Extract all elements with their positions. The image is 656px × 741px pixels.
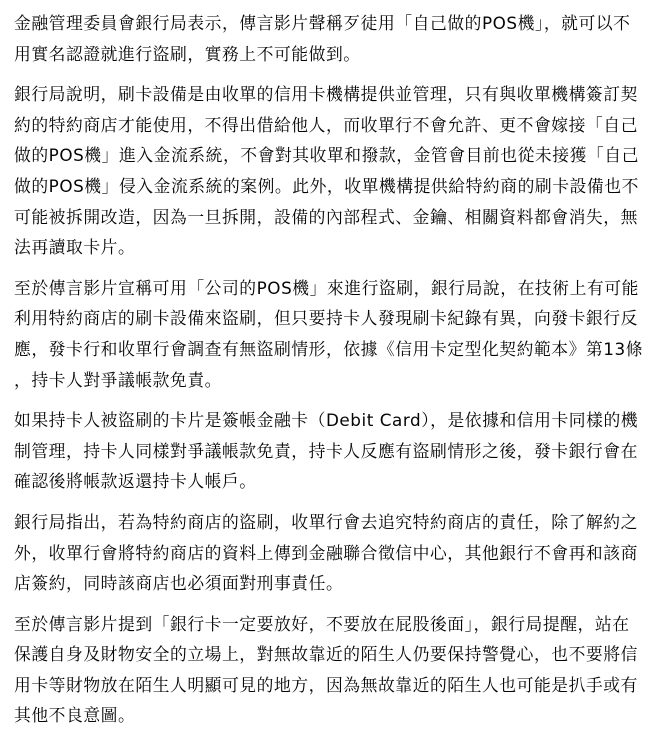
paragraph-5: 銀行局指出，若為特約商店的盜刷，收單行會去追究特約商店的責任，除了解約之外，收單行會將特約商店的資料上傳到金融聯合徵信中心，其他銀行不會再和該商店簽約，同時該商店也必須面對刑事責任。 bbox=[14, 511, 638, 594]
paragraph-1: 金融管理委員會銀行局表示，傳言影片聲稱歹徒用「自己做的POS機」，就可以不用實名認證就進行盜刷，實務上不可能做到。 bbox=[14, 13, 631, 64]
paragraph-6: 至於傳言影片提到「銀行卡一定要放好，不要放在屁股後面」，銀行局提醒，站在保護自身及財物安全的立場上，對無故靠近的陌生人仍要保持警覺心，也不要將信用卡等財物放在陌生人明顯可見的地方，因為無故靠近的陌生人也可能是扒手或有其他不良意圖。 bbox=[14, 613, 638, 726]
paragraph-4: 如果持卡人被盜刷的卡片是簽帳金融卡（Debit Card），是依據和信用卡同樣的機制管理，持卡人同樣對爭議帳款免責，持卡人反應有盜刷情形之後，發卡銀行會在確認後將帳款返還持卡人帳戶。 bbox=[14, 410, 639, 492]
paragraph-2: 銀行局說明，刷卡設備是由收單的信用卡機構提供並管理，只有與收單機構簽訂契約的特約商店才能使用，不得出借給他人，而收單行不會允許、更不會嫁接「自己做的POS機」進入金流系統，不會對其收單和撥款，金管會目前也從未接獲「自己做的POS機」侵入金流系統的案例。此外，收單機構提供給特約商的刷卡設備也不可能被拆開改造，因為一旦拆開，設備的內部程式、金鑰、相關資料都會消失，無法再讀取卡片。 bbox=[14, 84, 639, 258]
post-body bbox=[14, 8, 644, 741]
paragraph-3: 至於傳言影片宣稱可用「公司的POS機」來進行盜刷，銀行局說，在技術上有可能利用特約商店的刷卡設備來盜刷，但只要持卡人發現刷卡紀錄有異，向發卡銀行反應，發卡行和收單行會調查有無盜刷情形，依據《信用卡定型化契約範本》第13條，持卡人對爭議帳款免責。 bbox=[14, 277, 644, 390]
